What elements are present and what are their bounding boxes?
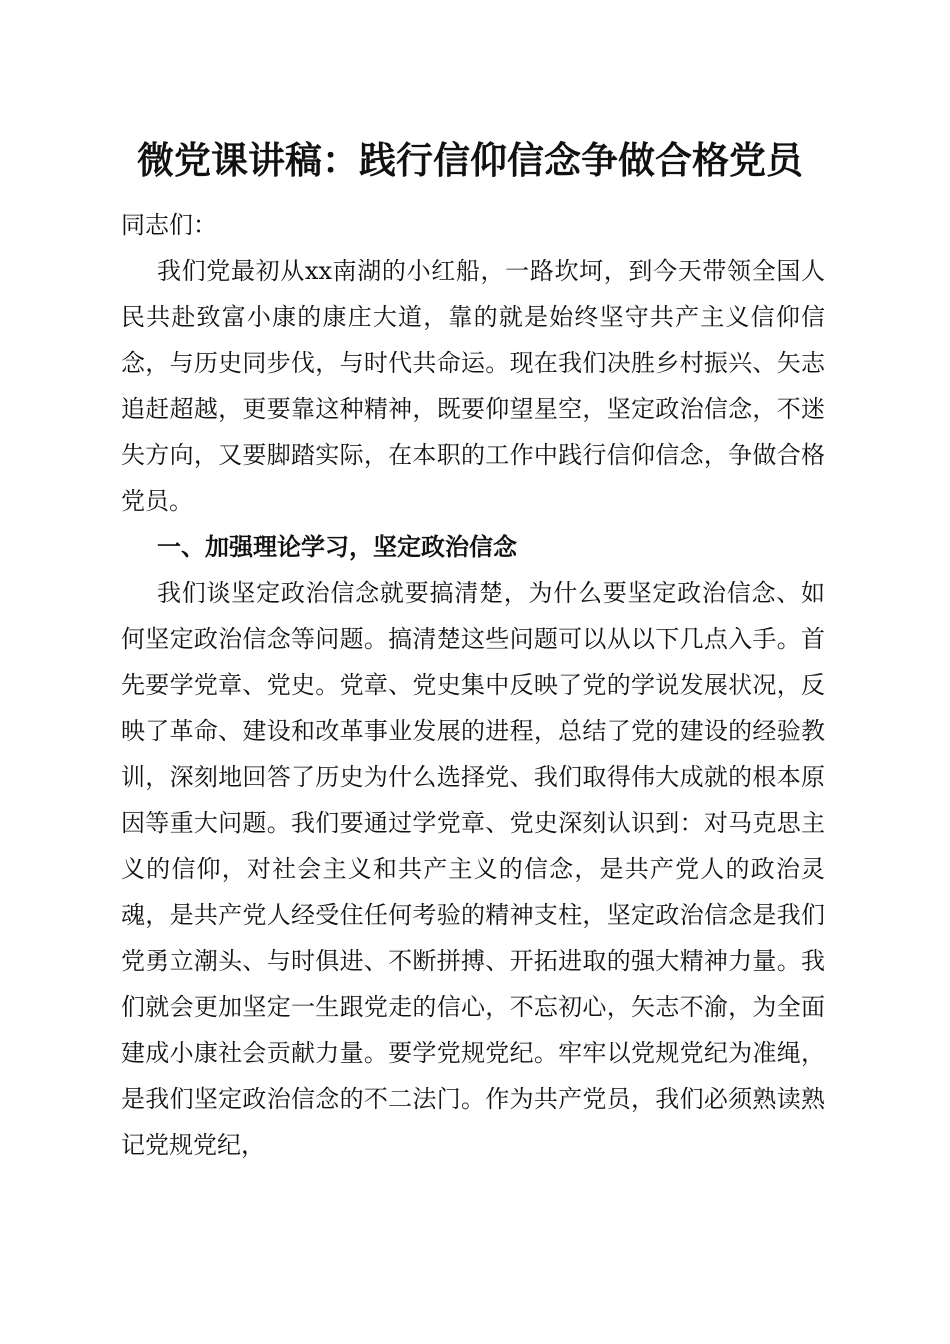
document-title: 微党课讲稿：践行信仰信念争做合格党员 <box>137 138 803 182</box>
section-heading: 一、加强理论学习，坚定政治信念 <box>157 533 517 561</box>
section-paragraph: 我们谈坚定政治信念就要搞清楚，为什么要坚定政治信念、如何坚定政治信念等问题。搞清楚这些问题可以从以下几点入手。首先要学党章、党史。党章、党史集中反映了党的学说发展状况，反映了革命、建设和改革事业发展的进程，总结了党的建设的经验教训，深刻地回答了历史为什么选择党、我们取得伟大成就的根本原因等重大问题。我们要通过学党章、党史深刻认识到：对马克思主义的信仰，对社会主义和共产主义的信念，是共产党人的政治灵魂，是共产党人经受住任何考验的精神支柱，坚定政治信念是我们党勇立潮头、与时俱进、不断拼搏、开拓进取的强大精神力量。我们就会更加坚定一生跟党走的信心，不忘初心，矢志不渝，为全面建成小康社会贡献力量。要学党规党纪。牢牢以党规党纪为准绳，是我们坚定政治信念的不二法门。作为共产党员，我们必须熟读熟记党规党纪， <box>121 579 825 1159</box>
salutation: 同志们： <box>121 211 217 239</box>
intro-paragraph: 我们党最初从xx南湖的小红船，一路坎坷，到今天带领全国人民共赴致富小康的康庄大道，靠的就是始终坚守共产主义信仰信念，与历史同步伐，与时代共命运。现在我们决胜乡村振兴、矢志追赶超越，更要靠这种精神，既要仰望星空，坚定政治信念，不迷失方向，又要脚踏实际，在本职的工作中践行信仰信念，争做合格党员。 <box>121 257 825 515</box>
document-body <box>121 202 825 1168</box>
